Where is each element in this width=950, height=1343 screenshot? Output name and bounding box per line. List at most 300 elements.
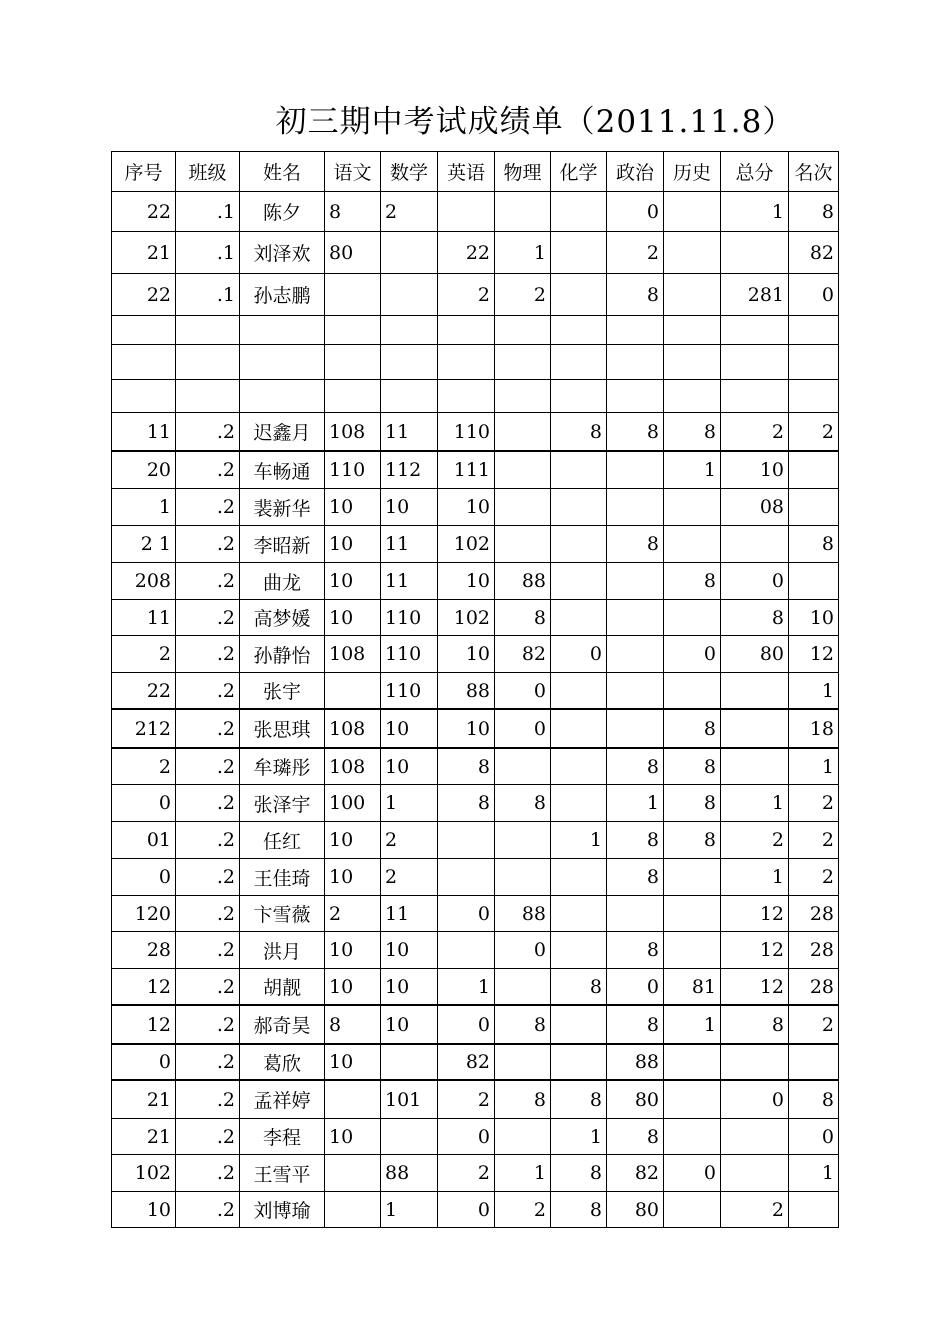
cell-politics [607, 380, 664, 413]
cell-name: 曲龙 [240, 563, 325, 600]
cell-rank: 12 [789, 636, 839, 673]
cell-seq: 2 [112, 748, 176, 785]
cell-chemistry [551, 274, 607, 316]
cell-history [664, 380, 721, 413]
table-row [112, 316, 839, 345]
cell-seq: 21 [112, 232, 176, 274]
cell-politics [607, 451, 664, 489]
cell-chinese: 110 [325, 451, 381, 489]
cell-chinese: 108 [325, 636, 381, 673]
cell-class: .2 [176, 489, 240, 526]
cell-math [381, 345, 438, 380]
cell-seq: 12 [112, 1005, 176, 1044]
cell-physics [495, 1044, 551, 1080]
cell-seq: 0 [112, 1044, 176, 1080]
cell-english: 10 [438, 636, 495, 673]
cell-physics [495, 822, 551, 859]
cell-politics: 8 [607, 526, 664, 563]
cell-chemistry [551, 859, 607, 896]
table-row [112, 709, 839, 748]
cell-history [664, 1044, 721, 1080]
cell-class: .2 [176, 1044, 240, 1080]
cell-english: 102 [438, 526, 495, 563]
cell-rank: 2 [789, 785, 839, 822]
cell-math: 88 [381, 1155, 438, 1192]
cell-english: 8 [438, 785, 495, 822]
cell-total: 08 [721, 489, 789, 526]
cell-total: 0 [721, 563, 789, 600]
cell-total [721, 232, 789, 274]
cell-name: 郝奇昊 [240, 1005, 325, 1044]
cell-rank: 28 [789, 969, 839, 1006]
cell-name: 任红 [240, 822, 325, 859]
cell-total: 80 [721, 636, 789, 673]
cell-politics: 8 [607, 859, 664, 896]
table-row [112, 413, 839, 452]
header-row [112, 152, 839, 192]
cell-total [721, 380, 789, 413]
cell-history [664, 859, 721, 896]
cell-english [438, 192, 495, 232]
cell-english [438, 859, 495, 896]
cell-math: 10 [381, 932, 438, 969]
cell-english [438, 932, 495, 969]
cell-chinese: 10 [325, 1119, 381, 1155]
cell-math: 110 [381, 600, 438, 636]
cell-history [664, 316, 721, 345]
cell-history: 8 [664, 748, 721, 785]
cell-math: 11 [381, 563, 438, 600]
table-row [112, 232, 839, 274]
cell-politics: 1 [607, 785, 664, 822]
cell-math: 11 [381, 413, 438, 452]
cell-physics: 2 [495, 1192, 551, 1228]
cell-politics: 8 [607, 1119, 664, 1155]
cell-chemistry: 8 [551, 1192, 607, 1228]
cell-chinese: 10 [325, 822, 381, 859]
cell-physics [495, 859, 551, 896]
cell-math: 110 [381, 673, 438, 710]
cell-english: 110 [438, 413, 495, 452]
table-row [112, 785, 839, 822]
cell-seq: 212 [112, 709, 176, 748]
cell-politics: 80 [607, 1080, 664, 1119]
cell-politics: 8 [607, 274, 664, 316]
cell-history [664, 232, 721, 274]
cell-math [381, 1119, 438, 1155]
cell-math [381, 316, 438, 345]
cell-physics: 8 [495, 600, 551, 636]
cell-politics: 8 [607, 1005, 664, 1044]
cell-math: 10 [381, 969, 438, 1006]
cell-history: 0 [664, 636, 721, 673]
table-row [112, 526, 839, 563]
cell-history: 8 [664, 563, 721, 600]
cell-name: 洪月 [240, 932, 325, 969]
cell-class: .2 [176, 859, 240, 896]
cell-seq [112, 316, 176, 345]
cell-chemistry [551, 785, 607, 822]
cell-seq: 0 [112, 859, 176, 896]
cell-rank [789, 563, 839, 600]
cell-math: 1 [381, 1192, 438, 1228]
col-header-chemistry: 化学 [551, 152, 607, 192]
cell-chemistry [551, 1044, 607, 1080]
table-row [112, 673, 839, 710]
cell-chinese: 10 [325, 563, 381, 600]
cell-politics: 8 [607, 932, 664, 969]
cell-rank: 0 [789, 274, 839, 316]
cell-chinese: 10 [325, 932, 381, 969]
table-row [112, 600, 839, 636]
cell-class: .2 [176, 413, 240, 452]
table-row [112, 1005, 839, 1044]
cell-history [664, 489, 721, 526]
cell-seq: 120 [112, 896, 176, 932]
table-row [112, 896, 839, 932]
cell-politics: 0 [607, 969, 664, 1006]
cell-rank: 2 [789, 859, 839, 896]
cell-english [438, 822, 495, 859]
cell-politics [607, 600, 664, 636]
cell-class: .2 [176, 932, 240, 969]
cell-chinese: 10 [325, 526, 381, 563]
cell-history [664, 1119, 721, 1155]
cell-chemistry [551, 232, 607, 274]
cell-math [381, 1044, 438, 1080]
cell-physics [495, 1119, 551, 1155]
cell-name: 牟璘彤 [240, 748, 325, 785]
cell-english [438, 380, 495, 413]
cell-seq: 22 [112, 673, 176, 710]
cell-history [664, 526, 721, 563]
cell-history [664, 345, 721, 380]
cell-english: 8 [438, 748, 495, 785]
cell-total [721, 1155, 789, 1192]
cell-rank: 2 [789, 822, 839, 859]
cell-chinese: 10 [325, 489, 381, 526]
cell-seq [112, 380, 176, 413]
cell-total: 0 [721, 1080, 789, 1119]
cell-math: 10 [381, 709, 438, 748]
table-row [112, 1192, 839, 1228]
cell-class: .2 [176, 563, 240, 600]
cell-total: 1 [721, 785, 789, 822]
cell-physics: 82 [495, 636, 551, 673]
cell-chemistry: 8 [551, 1155, 607, 1192]
cell-physics [495, 413, 551, 452]
cell-class [176, 316, 240, 345]
cell-seq: 22 [112, 192, 176, 232]
cell-class: .2 [176, 1080, 240, 1119]
cell-chinese: 108 [325, 413, 381, 452]
cell-seq: 22 [112, 274, 176, 316]
cell-chemistry: 1 [551, 1119, 607, 1155]
cell-math: 10 [381, 748, 438, 785]
cell-math [381, 380, 438, 413]
cell-math [381, 232, 438, 274]
cell-english: 10 [438, 489, 495, 526]
cell-english: 88 [438, 673, 495, 710]
cell-chinese: 10 [325, 859, 381, 896]
cell-chemistry [551, 526, 607, 563]
cell-name: 高梦媛 [240, 600, 325, 636]
cell-chinese [325, 673, 381, 710]
cell-english: 10 [438, 563, 495, 600]
cell-math: 10 [381, 1005, 438, 1044]
cell-class: .2 [176, 709, 240, 748]
cell-class: .1 [176, 192, 240, 232]
cell-math: 10 [381, 489, 438, 526]
cell-total: 1 [721, 859, 789, 896]
cell-total [721, 748, 789, 785]
cell-chinese [325, 316, 381, 345]
cell-class [176, 380, 240, 413]
cell-math: 11 [381, 896, 438, 932]
cell-total: 281 [721, 274, 789, 316]
cell-name: 卞雪薇 [240, 896, 325, 932]
cell-class: .2 [176, 451, 240, 489]
cell-history [664, 192, 721, 232]
table-row [112, 636, 839, 673]
cell-rank [789, 345, 839, 380]
cell-chinese: 2 [325, 896, 381, 932]
cell-physics: 0 [495, 932, 551, 969]
cell-rank: 28 [789, 932, 839, 969]
cell-physics: 8 [495, 785, 551, 822]
cell-chinese [325, 1080, 381, 1119]
cell-physics [495, 969, 551, 1006]
cell-class: .2 [176, 969, 240, 1006]
cell-class: .2 [176, 600, 240, 636]
cell-english: 102 [438, 600, 495, 636]
cell-class: .2 [176, 785, 240, 822]
cell-rank: 8 [789, 1080, 839, 1119]
cell-chinese [325, 1192, 381, 1228]
cell-politics: 8 [607, 822, 664, 859]
cell-politics [607, 489, 664, 526]
cell-seq: 10 [112, 1192, 176, 1228]
cell-history: 0 [664, 1155, 721, 1192]
cell-physics: 8 [495, 1080, 551, 1119]
col-header-total: 总分 [721, 152, 789, 192]
cell-history [664, 600, 721, 636]
cell-math: 11 [381, 526, 438, 563]
cell-rank [789, 1044, 839, 1080]
cell-chinese: 108 [325, 748, 381, 785]
table-row [112, 748, 839, 785]
cell-chemistry: 0 [551, 636, 607, 673]
table-row [112, 1119, 839, 1155]
cell-total [721, 1044, 789, 1080]
cell-english: 0 [438, 1192, 495, 1228]
cell-history [664, 1192, 721, 1228]
cell-politics [607, 673, 664, 710]
cell-total: 12 [721, 932, 789, 969]
cell-chemistry [551, 316, 607, 345]
cell-name: 王佳琦 [240, 859, 325, 896]
cell-chemistry [551, 748, 607, 785]
cell-seq: 21 [112, 1119, 176, 1155]
cell-chemistry: 8 [551, 1080, 607, 1119]
cell-chemistry: 8 [551, 969, 607, 1006]
cell-total: 8 [721, 1005, 789, 1044]
cell-english: 82 [438, 1044, 495, 1080]
cell-history: 1 [664, 1005, 721, 1044]
cell-rank: 2 [789, 413, 839, 452]
cell-name: 张泽宇 [240, 785, 325, 822]
cell-total [721, 345, 789, 380]
col-header-math: 数学 [381, 152, 438, 192]
cell-seq [112, 345, 176, 380]
grade-table [111, 151, 839, 1228]
cell-class [176, 345, 240, 380]
cell-class: .2 [176, 748, 240, 785]
cell-physics [495, 192, 551, 232]
cell-politics: 8 [607, 413, 664, 452]
table-row [112, 192, 839, 232]
cell-chemistry [551, 451, 607, 489]
cell-math: 1 [381, 785, 438, 822]
cell-politics: 0 [607, 192, 664, 232]
cell-class: .2 [176, 1119, 240, 1155]
cell-rank: 18 [789, 709, 839, 748]
cell-history: 8 [664, 413, 721, 452]
cell-physics [495, 526, 551, 563]
col-header-history: 历史 [664, 152, 721, 192]
cell-total: 2 [721, 413, 789, 452]
cell-rank: 1 [789, 748, 839, 785]
cell-history [664, 673, 721, 710]
cell-history [664, 932, 721, 969]
cell-politics: 8 [607, 748, 664, 785]
cell-seq: 0 [112, 785, 176, 822]
cell-politics: 88 [607, 1044, 664, 1080]
cell-class: .1 [176, 232, 240, 274]
cell-class: .2 [176, 526, 240, 563]
table-row [112, 1080, 839, 1119]
cell-math [381, 274, 438, 316]
table-row [112, 489, 839, 526]
cell-math: 101 [381, 1080, 438, 1119]
cell-history [664, 896, 721, 932]
cell-chemistry [551, 489, 607, 526]
cell-rank [789, 380, 839, 413]
table-row [112, 563, 839, 600]
cell-politics: 2 [607, 232, 664, 274]
table-row [112, 822, 839, 859]
cell-rank: 1 [789, 673, 839, 710]
cell-history: 8 [664, 709, 721, 748]
cell-physics [495, 451, 551, 489]
cell-name: 张宇 [240, 673, 325, 710]
cell-physics: 2 [495, 274, 551, 316]
cell-physics: 0 [495, 673, 551, 710]
col-header-english: 英语 [438, 152, 495, 192]
cell-rank: 82 [789, 232, 839, 274]
cell-english [438, 316, 495, 345]
cell-english: 0 [438, 1005, 495, 1044]
cell-physics [495, 489, 551, 526]
cell-chemistry [551, 1005, 607, 1044]
cell-name [240, 316, 325, 345]
cell-name: 孟祥婷 [240, 1080, 325, 1119]
cell-physics [495, 380, 551, 413]
cell-seq: 01 [112, 822, 176, 859]
cell-name: 刘博瑜 [240, 1192, 325, 1228]
col-header-class: 班级 [176, 152, 240, 192]
cell-physics: 88 [495, 563, 551, 600]
cell-history: 8 [664, 822, 721, 859]
cell-politics [607, 709, 664, 748]
cell-seq: 1 [112, 489, 176, 526]
cell-chinese: 10 [325, 969, 381, 1006]
cell-english: 0 [438, 1119, 495, 1155]
cell-seq: 11 [112, 413, 176, 452]
cell-chemistry [551, 673, 607, 710]
cell-chemistry [551, 932, 607, 969]
table-row [112, 345, 839, 380]
cell-chemistry [551, 380, 607, 413]
cell-english: 10 [438, 709, 495, 748]
grade-table-body [112, 192, 839, 1228]
cell-history: 8 [664, 785, 721, 822]
cell-total [721, 673, 789, 710]
cell-rank: 0 [789, 1119, 839, 1155]
cell-total: 10 [721, 451, 789, 489]
cell-class: .2 [176, 822, 240, 859]
table-row [112, 859, 839, 896]
cell-rank: 28 [789, 896, 839, 932]
cell-name: 葛欣 [240, 1044, 325, 1080]
table-row [112, 1044, 839, 1080]
cell-name: 李昭新 [240, 526, 325, 563]
cell-math: 2 [381, 859, 438, 896]
cell-history: 81 [664, 969, 721, 1006]
cell-politics [607, 636, 664, 673]
cell-math: 2 [381, 192, 438, 232]
cell-total: 2 [721, 1192, 789, 1228]
cell-math: 110 [381, 636, 438, 673]
cell-name: 王雪平 [240, 1155, 325, 1192]
cell-chemistry [551, 896, 607, 932]
cell-english: 2 [438, 1080, 495, 1119]
cell-name: 车畅通 [240, 451, 325, 489]
cell-name [240, 380, 325, 413]
cell-name: 迟鑫月 [240, 413, 325, 452]
cell-chinese [325, 380, 381, 413]
cell-name: 陈夕 [240, 192, 325, 232]
cell-total: 8 [721, 600, 789, 636]
table-row [112, 380, 839, 413]
cell-politics: 80 [607, 1192, 664, 1228]
cell-chemistry [551, 563, 607, 600]
cell-seq: 28 [112, 932, 176, 969]
cell-rank [789, 1192, 839, 1228]
cell-physics [495, 345, 551, 380]
cell-politics [607, 563, 664, 600]
cell-rank: 10 [789, 600, 839, 636]
cell-name [240, 345, 325, 380]
col-header-physics: 物理 [495, 152, 551, 192]
col-header-rank: 名次 [789, 152, 839, 192]
cell-chinese: 100 [325, 785, 381, 822]
cell-total [721, 316, 789, 345]
col-header-seq: 序号 [112, 152, 176, 192]
cell-chinese: 80 [325, 232, 381, 274]
cell-name: 裴新华 [240, 489, 325, 526]
cell-total: 1 [721, 192, 789, 232]
